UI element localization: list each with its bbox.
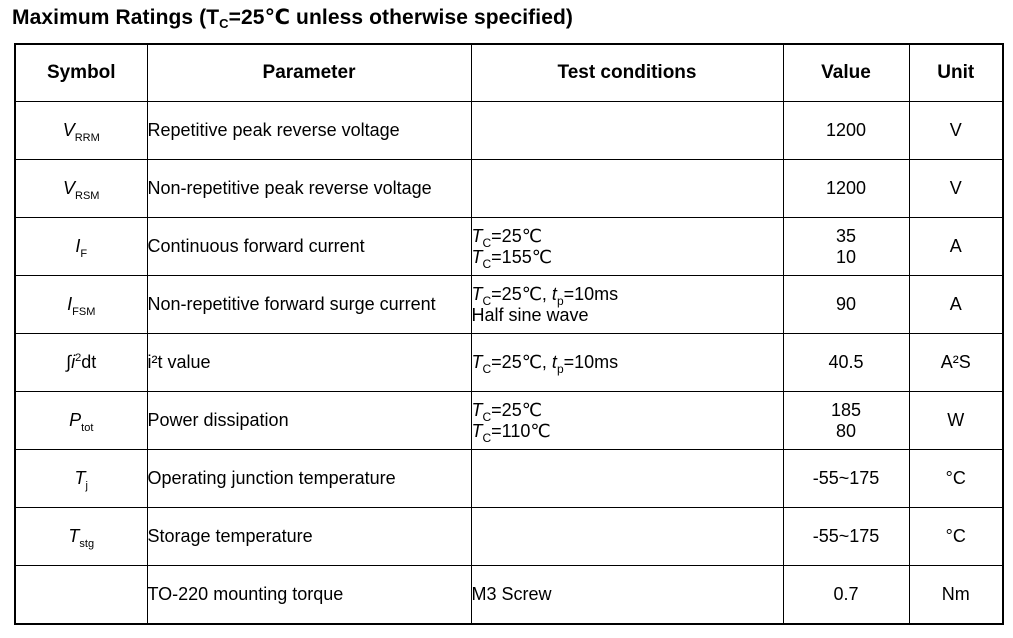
title-subscript: C bbox=[219, 16, 229, 31]
value-line: 90 bbox=[835, 294, 857, 314]
symbol-superscript: 2 bbox=[75, 352, 82, 364]
value-line: 35 bbox=[835, 225, 857, 246]
test-conditions-cell bbox=[471, 392, 783, 450]
symbol-main: T bbox=[74, 468, 86, 488]
maximum-ratings-table bbox=[14, 43, 1004, 625]
symbol-suffix: dt bbox=[81, 352, 97, 372]
value-line: 10 bbox=[835, 246, 857, 267]
symbol-subscript: stg bbox=[79, 538, 95, 550]
condition-value: =10ms bbox=[563, 283, 619, 304]
value-line: 185 bbox=[830, 399, 862, 420]
symbol-subscript: j bbox=[85, 480, 88, 492]
title-text: Maximum Ratings (T bbox=[12, 6, 220, 29]
symbol-cell bbox=[15, 450, 147, 508]
table-row bbox=[15, 276, 1003, 334]
symbol-main: V bbox=[62, 120, 75, 140]
table-body bbox=[15, 102, 1003, 625]
condition-value: =25℃, bbox=[491, 352, 552, 372]
test-conditions-cell bbox=[471, 276, 783, 334]
value-cell bbox=[783, 218, 909, 276]
unit-cell: W bbox=[909, 392, 1003, 450]
header-symbol: Symbol bbox=[15, 44, 147, 102]
value-line: -55~175 bbox=[812, 468, 880, 488]
value-cell bbox=[783, 334, 909, 392]
condition-subscript: C bbox=[482, 409, 492, 424]
condition-value: =25℃ bbox=[491, 225, 542, 246]
value-cell bbox=[783, 276, 909, 334]
condition-value: =25℃, bbox=[491, 283, 552, 304]
test-conditions-cell bbox=[471, 334, 783, 392]
unit-cell: A²S bbox=[909, 334, 1003, 392]
test-conditions-cell bbox=[471, 566, 783, 625]
condition-subscript: C bbox=[482, 235, 492, 250]
value-line: -55~175 bbox=[812, 526, 880, 546]
unit-cell: °C bbox=[909, 450, 1003, 508]
symbol-subscript: tot bbox=[81, 422, 94, 434]
parameter-cell: Power dissipation bbox=[147, 392, 471, 450]
symbol-cell bbox=[15, 160, 147, 218]
condition-value: =10ms bbox=[563, 352, 619, 372]
symbol-main: P bbox=[69, 410, 82, 430]
symbol-main: V bbox=[63, 178, 76, 198]
condition-symbol: t bbox=[551, 352, 557, 372]
parameter-cell: i²t value bbox=[147, 334, 471, 392]
unit-cell: A bbox=[909, 276, 1003, 334]
value-line: 80 bbox=[835, 420, 857, 441]
condition-value: =25℃ bbox=[491, 399, 542, 420]
unit-cell: °C bbox=[909, 508, 1003, 566]
condition-line bbox=[471, 399, 783, 424]
value-cell bbox=[783, 566, 909, 625]
value-line: 0.7 bbox=[833, 584, 859, 604]
symbol-subscript: FSM bbox=[72, 306, 96, 318]
value-cell bbox=[783, 508, 909, 566]
condition-subscript: p bbox=[556, 293, 564, 308]
symbol-main: T bbox=[68, 526, 80, 546]
condition-text: Half sine wave bbox=[471, 304, 589, 325]
parameter-cell: TO-220 mounting torque bbox=[147, 566, 471, 625]
symbol-cell bbox=[15, 218, 147, 276]
condition-line bbox=[472, 305, 783, 326]
header-value: Value bbox=[783, 44, 909, 102]
parameter-cell: Non-repetitive forward surge current bbox=[147, 276, 471, 334]
test-conditions-cell bbox=[471, 102, 783, 160]
table-row bbox=[15, 450, 1003, 508]
value-line: 40.5 bbox=[828, 352, 864, 372]
condition-value: =110℃ bbox=[491, 420, 551, 441]
value-cell bbox=[783, 160, 909, 218]
unit-cell: A bbox=[909, 218, 1003, 276]
symbol-main: I bbox=[67, 294, 73, 314]
symbol-subscript: RSM bbox=[75, 190, 100, 202]
header-test-conditions: Test conditions bbox=[471, 44, 783, 102]
value-cell bbox=[783, 450, 909, 508]
value-line: 1200 bbox=[825, 178, 867, 198]
condition-subscript: C bbox=[482, 293, 492, 308]
table-row bbox=[15, 218, 1003, 276]
table-row bbox=[15, 566, 1003, 625]
condition-line bbox=[472, 584, 783, 605]
table-row bbox=[15, 160, 1003, 218]
condition-symbol: T bbox=[471, 246, 483, 267]
symbol-main: i bbox=[71, 352, 76, 372]
condition-subscript: C bbox=[482, 362, 492, 376]
table-row bbox=[15, 392, 1003, 450]
test-conditions-cell bbox=[471, 450, 783, 508]
parameter-cell: Storage temperature bbox=[147, 508, 471, 566]
symbol-integral: ∫ bbox=[66, 352, 72, 372]
symbol-main: I bbox=[75, 236, 81, 256]
condition-text: M3 Screw bbox=[471, 584, 552, 604]
condition-subscript: C bbox=[482, 256, 492, 271]
condition-symbol: t bbox=[551, 283, 557, 304]
symbol-cell bbox=[15, 334, 147, 392]
condition-line bbox=[471, 420, 783, 445]
symbol-subscript: F bbox=[80, 248, 88, 260]
value-cell bbox=[783, 102, 909, 160]
condition-symbol: T bbox=[471, 352, 483, 372]
header-row bbox=[15, 44, 1003, 102]
condition-symbol: T bbox=[471, 399, 483, 420]
symbol-cell bbox=[15, 566, 147, 625]
condition-symbol: T bbox=[471, 225, 483, 246]
header-parameter: Parameter bbox=[147, 44, 471, 102]
condition-value: =155℃ bbox=[491, 246, 552, 267]
test-conditions-cell bbox=[471, 508, 783, 566]
condition-subscript: C bbox=[482, 430, 492, 445]
parameter-cell: Repetitive peak reverse voltage bbox=[147, 102, 471, 160]
symbol-cell bbox=[15, 508, 147, 566]
condition-symbol: T bbox=[471, 283, 483, 304]
condition-line bbox=[471, 283, 783, 308]
table-row bbox=[15, 102, 1003, 160]
symbol-cell bbox=[15, 102, 147, 160]
unit-cell: Nm bbox=[909, 566, 1003, 625]
symbol-cell bbox=[15, 276, 147, 334]
condition-line bbox=[471, 352, 783, 376]
page-title bbox=[12, 5, 573, 30]
condition-subscript: p bbox=[556, 362, 564, 376]
table-row bbox=[15, 334, 1003, 392]
parameter-cell: Continuous forward current bbox=[147, 218, 471, 276]
condition-symbol: T bbox=[471, 420, 483, 441]
value-cell bbox=[783, 392, 909, 450]
parameter-cell: Non-repetitive peak reverse voltage bbox=[147, 160, 471, 218]
symbol-subscript: RRM bbox=[74, 132, 100, 144]
condition-line bbox=[471, 246, 783, 271]
parameter-cell: Operating junction temperature bbox=[147, 450, 471, 508]
unit-cell: V bbox=[909, 102, 1003, 160]
table-row bbox=[15, 508, 1003, 566]
header-unit: Unit bbox=[909, 44, 1003, 102]
unit-cell: V bbox=[909, 160, 1003, 218]
value-line: 1200 bbox=[825, 120, 867, 140]
title-text-rest: =25℃ unless otherwise specified) bbox=[228, 6, 573, 29]
condition-line bbox=[471, 225, 783, 250]
test-conditions-cell bbox=[471, 218, 783, 276]
symbol-cell bbox=[15, 392, 147, 450]
test-conditions-cell bbox=[471, 160, 783, 218]
